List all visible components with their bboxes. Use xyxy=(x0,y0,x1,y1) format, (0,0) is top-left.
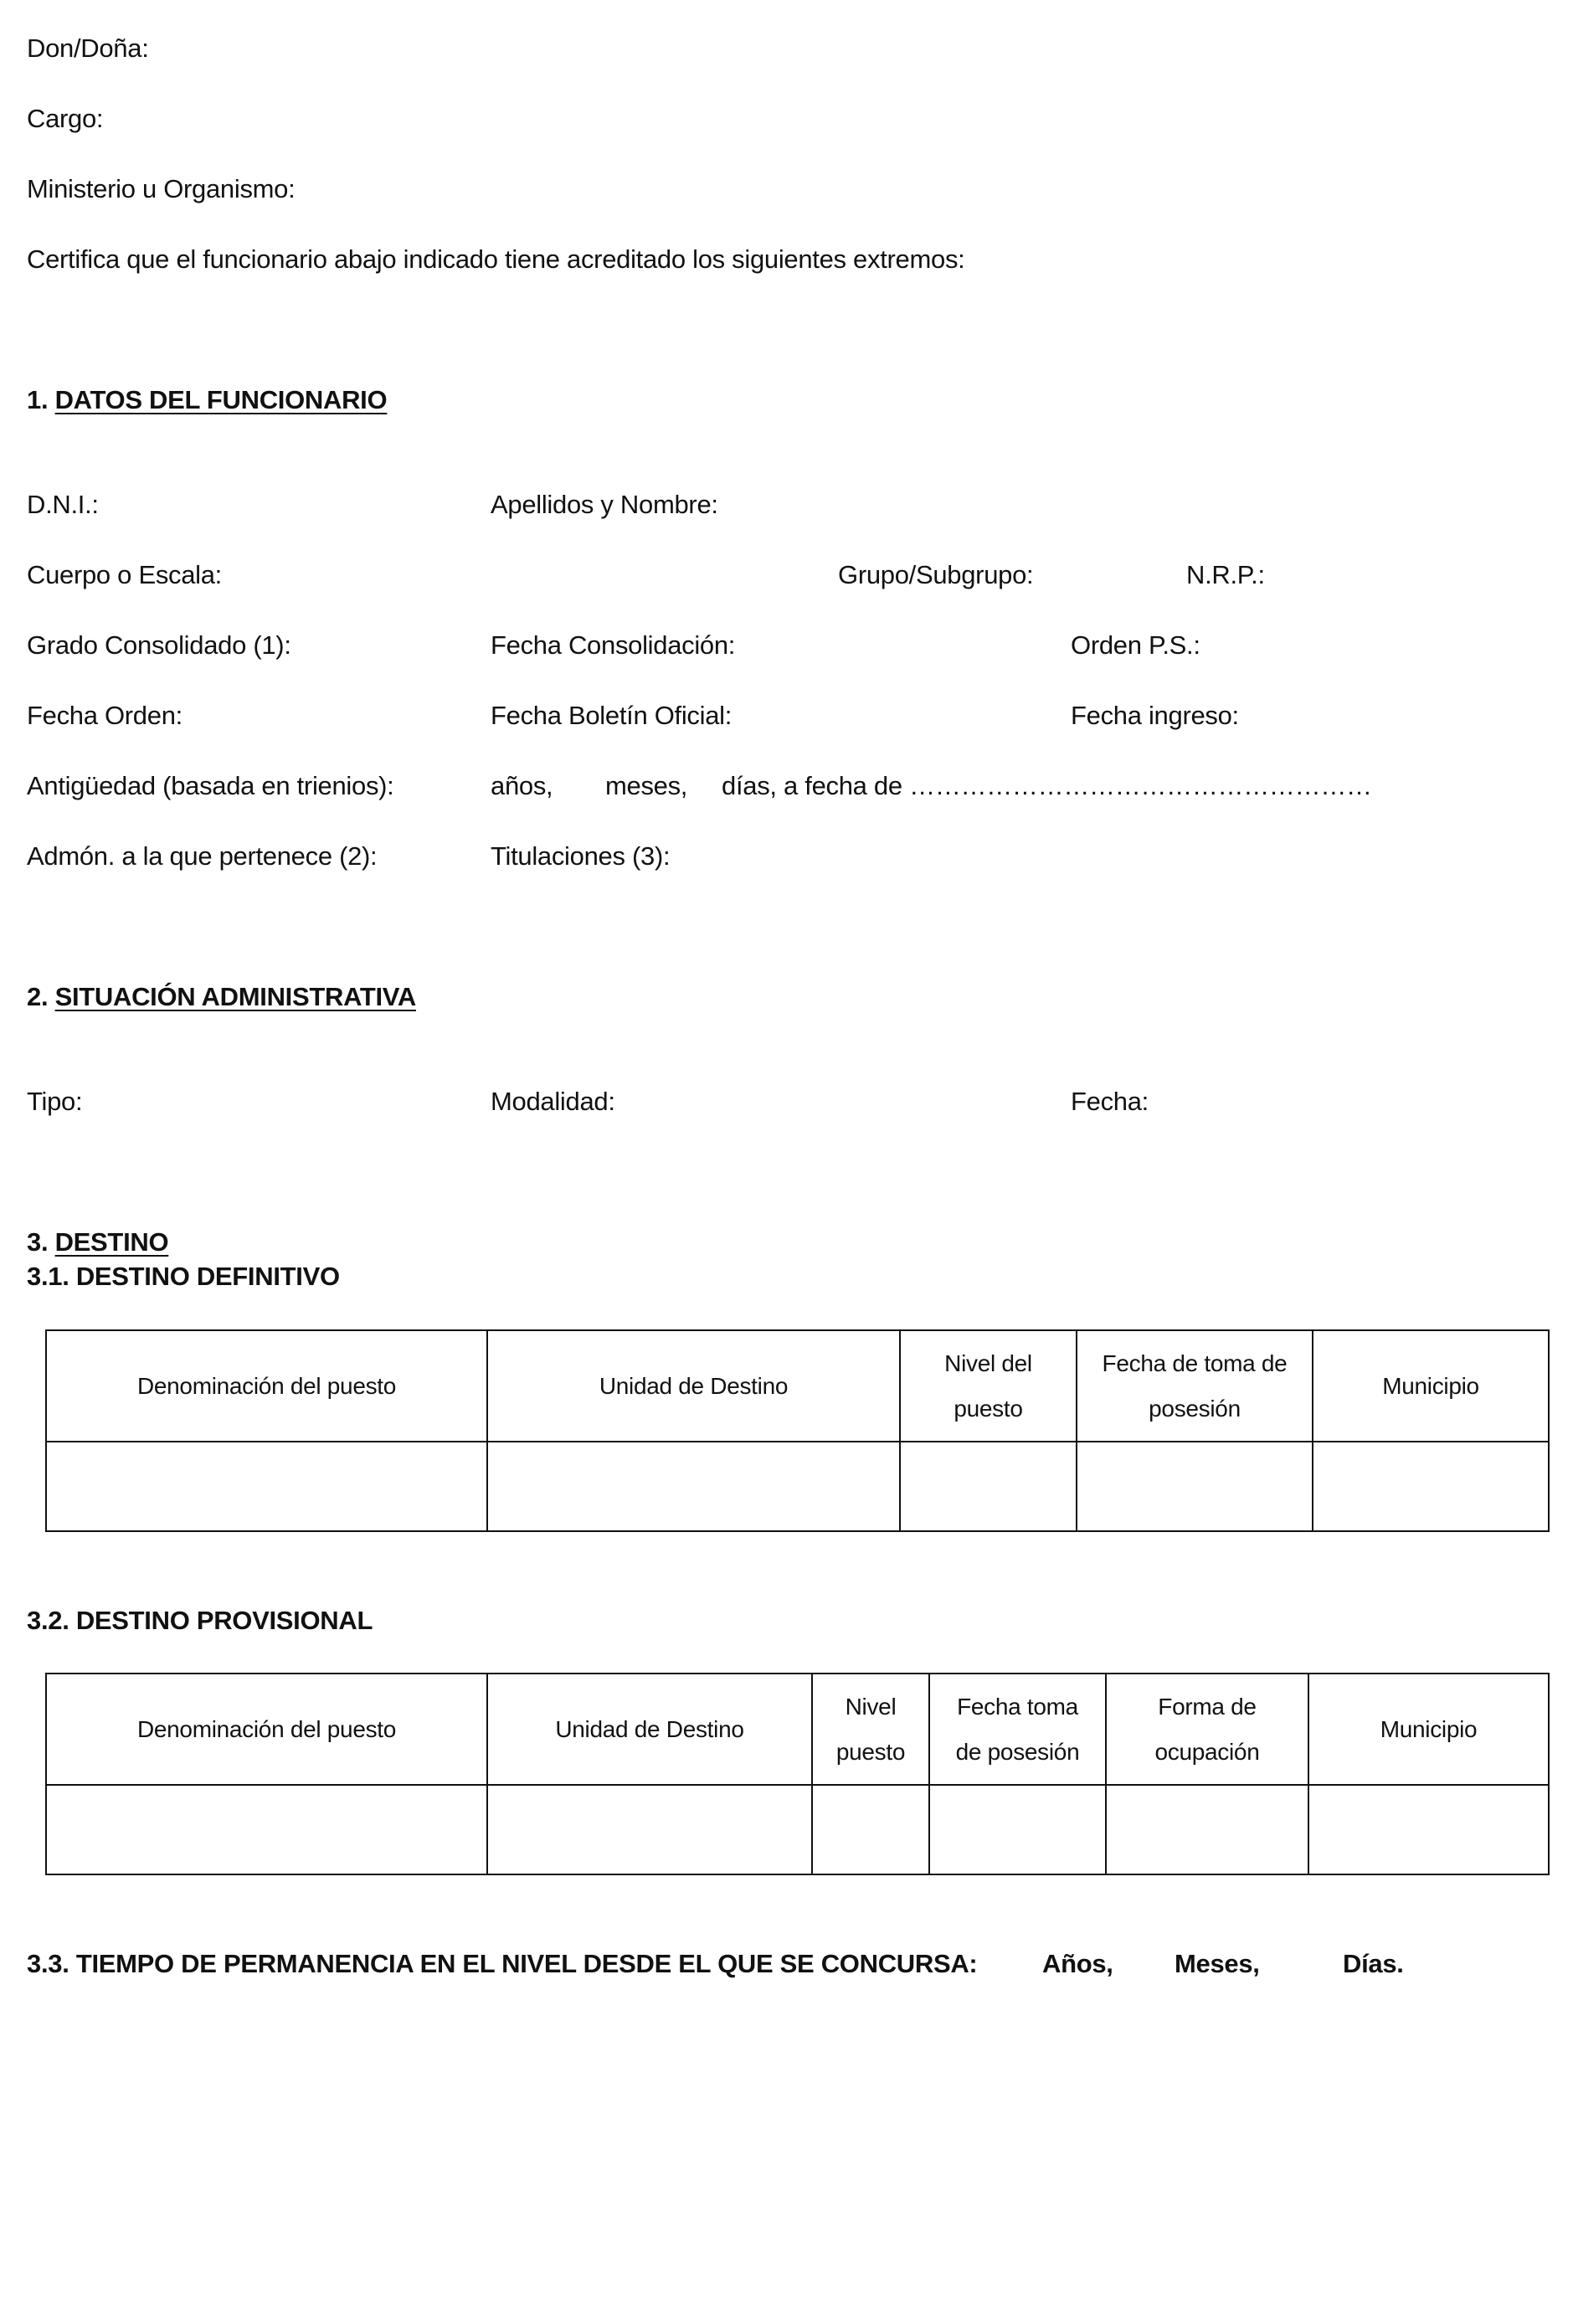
destino-definitivo-table xyxy=(45,1329,1550,1532)
fecha-orden-label: Fecha Orden: xyxy=(27,701,182,730)
table-cell[interactable] xyxy=(1308,1785,1549,1874)
section-3-number: 3. xyxy=(27,1227,49,1257)
modalidad-label: Modalidad: xyxy=(491,1087,615,1116)
section-3-3-title: 3.3. TIEMPO DE PERMANENCIA EN EL NIVEL DESDE EL QUE SE CONCURSA: xyxy=(27,1949,978,1978)
table-cell[interactable] xyxy=(1313,1442,1549,1531)
table-header-row xyxy=(46,1330,1549,1442)
header-unidad-destino: Unidad de Destino xyxy=(487,1330,900,1442)
header-municipio: Municipio xyxy=(1308,1674,1549,1785)
table-cell[interactable] xyxy=(46,1442,487,1531)
header-fecha-toma-posesion: Fecha toma de posesión xyxy=(929,1674,1106,1785)
grado-label: Grado Consolidado (1): xyxy=(27,630,291,660)
header-municipio: Municipio xyxy=(1313,1330,1549,1442)
section-3-3-dias: Días. xyxy=(1343,1949,1404,1978)
certifica-text: Certifica que el funcionario abajo indicado tiene acreditado los siguientes extremos: xyxy=(27,244,965,274)
apellidos-label: Apellidos y Nombre: xyxy=(491,490,718,519)
dni-label: D.N.I.: xyxy=(27,490,99,519)
tipo-label: Tipo: xyxy=(27,1087,83,1116)
anos-label: años, xyxy=(491,771,553,800)
table-row xyxy=(46,1442,1549,1531)
table-cell[interactable] xyxy=(1106,1785,1308,1874)
ministerio-label: Ministerio u Organismo: xyxy=(27,174,296,203)
titulaciones-label: Titulaciones (3): xyxy=(491,841,671,871)
fecha-consolidacion-label: Fecha Consolidación: xyxy=(491,630,736,660)
section-3-1-title: 3.1. DESTINO DEFINITIVO xyxy=(27,1262,340,1291)
header-nivel-puesto: Nivel puesto xyxy=(812,1674,929,1785)
cargo-label: Cargo: xyxy=(27,104,104,133)
orden-ps-label: Orden P.S.: xyxy=(1071,630,1200,660)
table-row xyxy=(46,1785,1549,1874)
section-3-heading xyxy=(27,1229,168,1255)
section-3-3-anos: Años, xyxy=(1042,1949,1113,1978)
header-forma-ocupacion: Forma de ocupación xyxy=(1106,1674,1308,1785)
section-2-number: 2. xyxy=(27,982,49,1011)
header-denominacion: Denominación del puesto xyxy=(46,1330,487,1442)
dias-fecha-label: días, a fecha de ……………………………………………… xyxy=(722,771,1372,800)
table-cell[interactable] xyxy=(929,1785,1106,1874)
section-1-title: DATOS DEL FUNCIONARIO xyxy=(54,385,388,414)
section-3-2-title: 3.2. DESTINO PROVISIONAL xyxy=(27,1606,373,1635)
header-nivel-puesto: Nivel del puesto xyxy=(900,1330,1077,1442)
table-cell[interactable] xyxy=(1077,1442,1313,1531)
admon-label: Admón. a la que pertenece (2): xyxy=(27,841,378,871)
table-cell[interactable] xyxy=(46,1785,487,1874)
don-dona-label: Don/Doña: xyxy=(27,33,149,63)
section-1-number: 1. xyxy=(27,385,49,414)
grupo-label: Grupo/Subgrupo: xyxy=(838,560,1034,589)
fecha-label: Fecha: xyxy=(1071,1087,1149,1116)
section-2-heading xyxy=(27,984,416,1010)
fecha-ingreso-label: Fecha ingreso: xyxy=(1071,701,1239,730)
header-unidad-destino: Unidad de Destino xyxy=(487,1674,812,1785)
meses-label: meses, xyxy=(605,771,688,800)
table-header-row xyxy=(46,1674,1549,1785)
section-1-heading xyxy=(27,387,387,413)
header-denominacion: Denominación del puesto xyxy=(46,1674,487,1785)
section-2-title: SITUACIÓN ADMINISTRATIVA xyxy=(54,982,416,1011)
header-fecha-toma-posesion: Fecha de toma de posesión xyxy=(1077,1330,1313,1442)
destino-provisional-table xyxy=(45,1673,1550,1875)
table-cell[interactable] xyxy=(900,1442,1077,1531)
section-3-3-meses: Meses, xyxy=(1175,1949,1260,1978)
table-cell[interactable] xyxy=(487,1442,900,1531)
section-3-title: DESTINO xyxy=(54,1227,169,1257)
cuerpo-label: Cuerpo o Escala: xyxy=(27,560,222,589)
fecha-boletin-label: Fecha Boletín Oficial: xyxy=(491,701,733,730)
table-cell[interactable] xyxy=(812,1785,929,1874)
table-cell[interactable] xyxy=(487,1785,812,1874)
antiguedad-label: Antigüedad (basada en trienios): xyxy=(27,771,394,800)
nrp-label: N.R.P.: xyxy=(1186,560,1265,589)
